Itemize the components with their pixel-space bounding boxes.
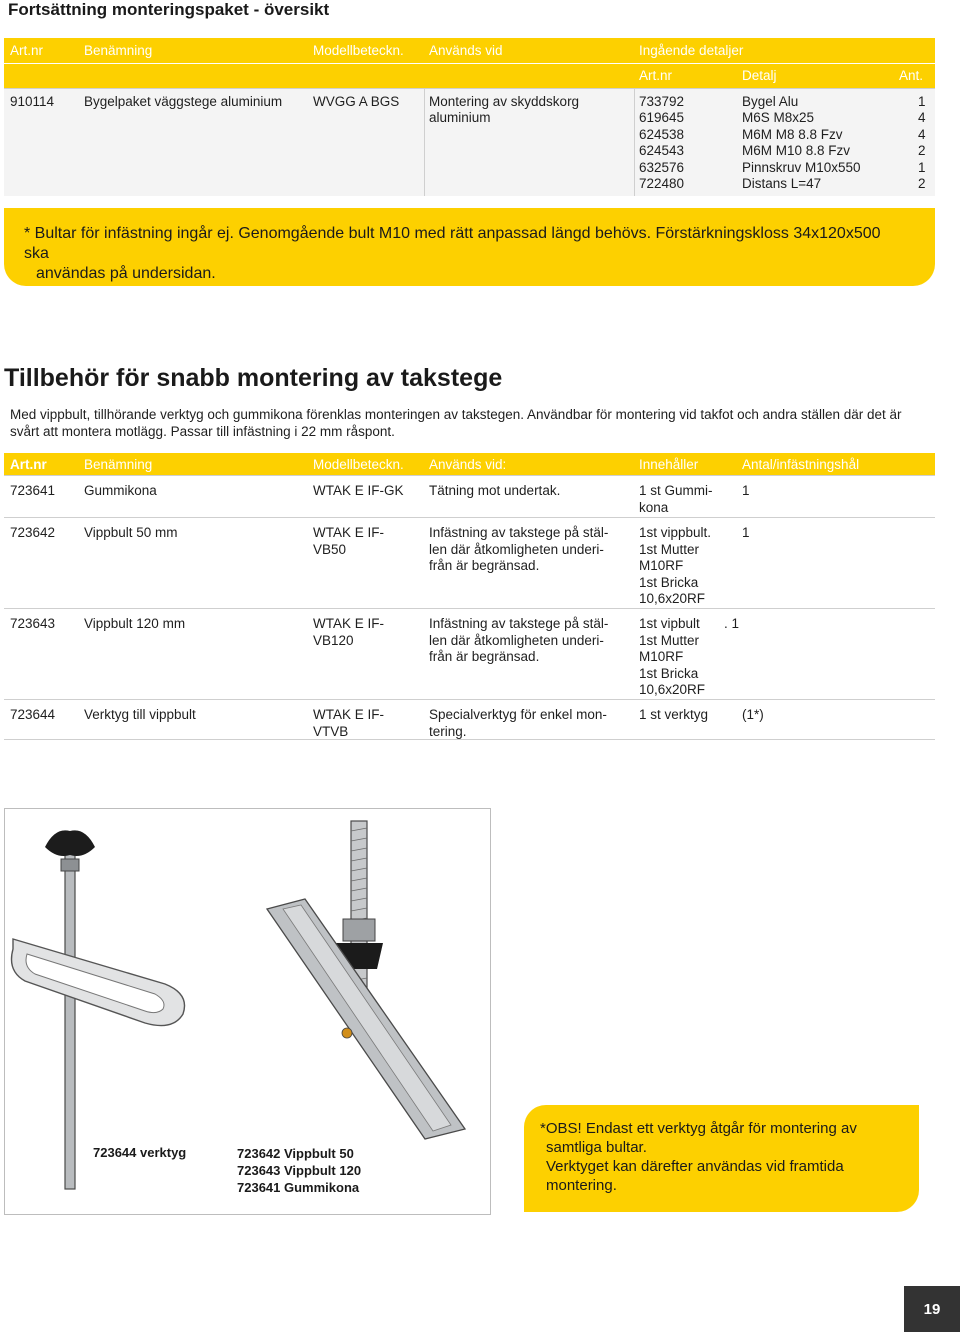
cell-benamning: Verktyg till vippbult (84, 707, 196, 722)
cell-modell: WTAK E IF- VB50 (313, 525, 384, 557)
page-number: 19 (904, 1286, 960, 1332)
obs-notice: *OBS! Endast ett verktyg åtgår för montering av samtliga bultar. Verktyget kan därefter användas vid framtida montering. (524, 1105, 919, 1212)
cell-artnr: 723643 (10, 616, 56, 631)
cell-modell: WTAK E IF- VTVB (313, 707, 384, 739)
header-benamning: Benämning (84, 43, 153, 58)
accessory-table (4, 453, 935, 740)
cell-antal: 1 (742, 483, 750, 498)
parts-ant-column (918, 94, 926, 192)
part-ant: 4 (918, 126, 926, 142)
package-table-subheader (4, 64, 935, 88)
part-ant: 4 (918, 110, 926, 126)
cell-anvands: Infästning av takstege på stäl- len där åtkomligheten underi- från är begränsad. (429, 616, 609, 665)
part-ant: 1 (918, 159, 926, 175)
cell-antal: 1 (742, 525, 750, 540)
part-artnr: 632576 (639, 159, 685, 175)
header-benamning: Benämning (84, 457, 153, 472)
header-artnr: Art.nr (10, 43, 44, 58)
part-ant: 1 (918, 94, 926, 109)
part-artnr: 722480 (639, 176, 685, 192)
part-detalj: M6S M8x25 (742, 110, 815, 126)
product-illustration (4, 808, 491, 1215)
section-intro: Med vippbult, tillhörande verktyg och gummikona förenklas monteringen av takstegen. Användbar för montering vid takfot och andra ställen där det är svårt att montera motlägg. Passar till infästning i 22 mm råspont. (10, 407, 902, 439)
figure-caption-tool: 723644 verktyg (93, 1145, 187, 1160)
part-ant: 2 (918, 176, 926, 192)
table-row (4, 475, 935, 517)
header-ingaende: Ingående detaljer (639, 43, 744, 58)
part-artnr: 619645 (639, 110, 685, 126)
part-artnr: 624543 (639, 143, 685, 159)
header-innehaller: Innehåller (639, 457, 699, 472)
cell-antal: (1*) (742, 707, 764, 722)
page-title: Fortsättning monteringspaket - översikt (8, 0, 330, 19)
table-row (4, 699, 935, 740)
part-artnr: 624538 (639, 126, 685, 142)
header-modell: Modellbeteckn. (313, 457, 404, 472)
cell-artnr: 723641 (10, 483, 56, 498)
parts-artnr-column (639, 94, 684, 192)
cell-innehaller: 1st vippbult. 1st Mutter M10RF 1st Bricka 10,6x20RF (639, 525, 712, 607)
row-benamning: Bygelpaket väggstege aluminium (84, 94, 283, 109)
header-anvands: Används vid: (429, 457, 507, 472)
cell-modell: WTAK E IF- VB120 (313, 616, 384, 648)
cell-artnr: 723642 (10, 525, 56, 540)
package-table-row (4, 88, 935, 196)
section-title: Tillbehör för snabb montering av takstege (4, 364, 503, 392)
subheader-detalj: Detalj (742, 68, 777, 83)
cell-benamning: Vippbult 120 mm (84, 616, 186, 631)
part-artnr: 733792 (639, 94, 685, 109)
header-anvands: Används vid (429, 43, 503, 58)
row-artnr: 910114 (10, 94, 55, 109)
subheader-ant: Ant. (899, 68, 924, 83)
package-table-header (4, 38, 935, 64)
part-detalj: Pinnskruv M10x550 (742, 159, 861, 175)
part-ant: 2 (918, 143, 926, 159)
part-detalj: M6M M10 8.8 Fzv (742, 143, 851, 159)
package-table (4, 38, 935, 196)
table-row (4, 608, 935, 699)
part-detalj: Distans L=47 (742, 176, 822, 192)
cell-innehaller: 1st vipbult 1st Mutter M10RF 1st Bricka 10,6x20RF (639, 616, 706, 698)
cell-anvands: Specialverktyg för enkel mon- tering. (429, 707, 607, 739)
cell-benamning: Vippbult 50 mm (84, 525, 178, 540)
cell-modell: WTAK E IF-GK (313, 483, 404, 498)
accessory-table-header (4, 453, 935, 475)
figure-caption-parts: 723642 Vippbult 50 723643 Vippbult 120 723641 Gummikona (237, 1146, 362, 1195)
cell-anvands: Tätning mot undertak. (429, 483, 561, 498)
cell-antal: . 1 (724, 616, 740, 631)
header-modell: Modellbeteckn. (313, 43, 404, 58)
row-modell: WVGG A BGS (313, 94, 400, 109)
parts-detalj-column (742, 94, 861, 192)
part-detalj: M6M M8 8.8 Fzv (742, 126, 843, 142)
table-row (4, 517, 935, 608)
note-line: användas på undersidan. (36, 265, 216, 282)
mounting-note (4, 208, 935, 286)
cell-innehaller: 1 st Gummi- kona (639, 483, 713, 515)
cell-innehaller: 1 st verktyg (639, 707, 709, 722)
row-anvands: Montering av skyddskorg aluminium (429, 94, 580, 126)
part-detalj: Bygel Alu (742, 94, 799, 109)
header-antal: Antal/infästningshål (742, 457, 860, 472)
cell-artnr: 723644 (10, 707, 56, 722)
header-artnr: Art.nr (10, 457, 47, 472)
note-line: * Bultar för infästning ingår ej. Genomgående bult M10 med rätt anpassad längd behövs. Förstärkningskloss 34x120x500 ska (24, 225, 881, 262)
cell-anvands: Infästning av takstege på stäl- len där åtkomligheten underi- från är begränsad. (429, 525, 609, 574)
cell-benamning: Gummikona (84, 483, 157, 498)
subheader-artnr: Art.nr (639, 68, 673, 83)
